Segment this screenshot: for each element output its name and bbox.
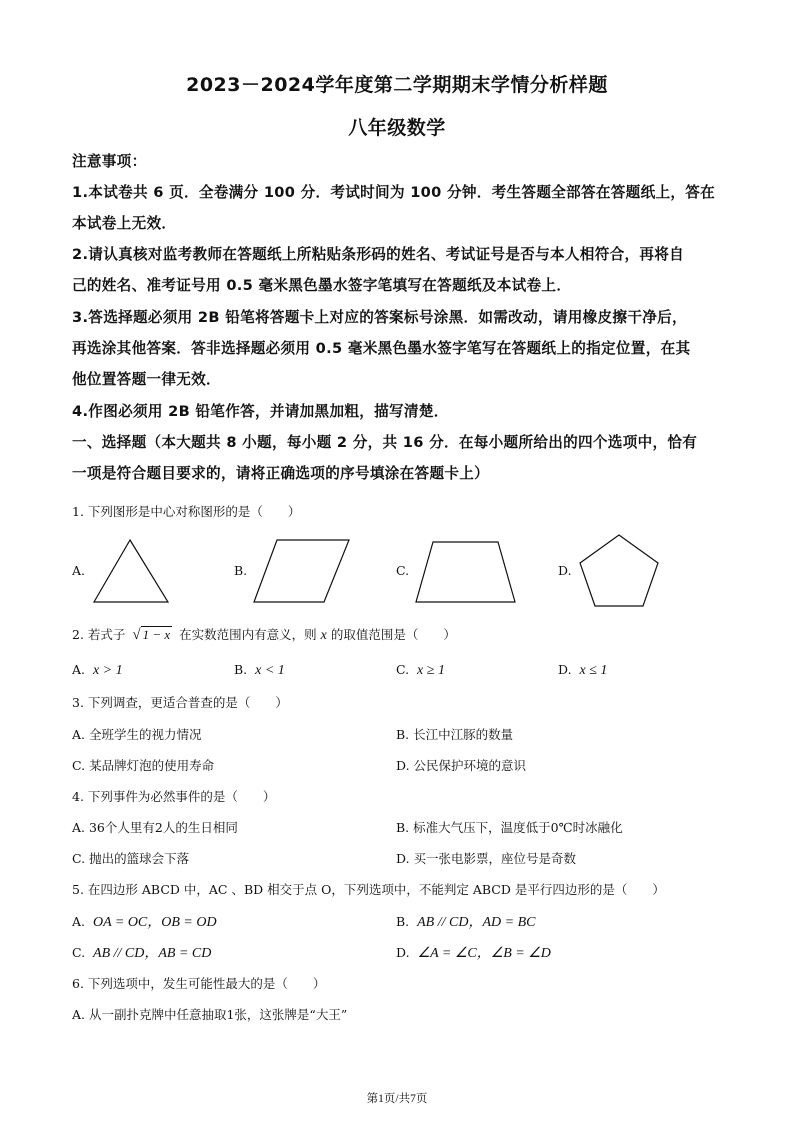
q4-option-d: D. 买一张电影票，座位号是奇数 [396, 851, 577, 866]
q2-stem-mid: 在实数范围内有意义，则 [179, 627, 317, 642]
question-2-stem [72, 625, 456, 644]
q2-option-c [396, 662, 445, 679]
question-1-stem: 1. 下列图形是中心对称图形的是（ ） [72, 504, 301, 519]
sqrt-sign-icon: √ [132, 627, 141, 643]
triangle-icon [92, 538, 172, 606]
notice-line: 己的姓名、准考证号用 0.5 毫米黑色墨水签字笔填写在答题纸及本试卷上． [72, 277, 572, 294]
exam-title: 2023－2024学年度第二学期期末学情分析样题 [186, 74, 608, 96]
q5-option-label: B. [396, 914, 410, 929]
q5-option-label: A. [72, 914, 86, 929]
question-4-stem: 4. 下列事件为必然事件的是（ ） [72, 789, 276, 804]
q2-option-label: B. [234, 662, 248, 677]
q5-option-label: C. [72, 945, 86, 960]
q1-option-a-label: A. [72, 563, 86, 578]
q4-option-c: C. 抛出的篮球会下落 [72, 851, 190, 866]
q4-option-a: A. 36个人里有2人的生日相同 [72, 820, 238, 835]
q2-option-d [558, 662, 607, 679]
notice-line: 3.答选择题必须用 2B 铅笔将答题卡上对应的答案标号涂黑．如需改动，请用橡皮擦干净后， [72, 309, 687, 326]
q3-option-d: D. 公民保护环境的意识 [396, 758, 527, 773]
q5-option-a [72, 911, 217, 931]
q5-option-expr: AB // CD，AB = CD [93, 946, 212, 961]
q5-option-c [72, 942, 211, 962]
notice-line: 1.本试卷共 6 页．全卷满分 100 分．考试时间为 100 分钟．考生答题全部答在答题纸上，答在 [72, 184, 716, 201]
q4-option-b: B. 标准大气压下，温度低于0℃时冰融化 [396, 820, 623, 835]
exam-subtitle: 八年级数学 [348, 117, 446, 139]
q3-option-a: A. 全班学生的视力情况 [72, 727, 202, 742]
q2-option-expr: x < 1 [255, 663, 285, 678]
q2-option-label: A. [72, 662, 86, 677]
q5-option-b [396, 911, 535, 931]
notice-line: 2.请认真核对监考教师在答题纸上所粘贴条形码的姓名、考试证号是否与本人相符合，再将自 [72, 246, 685, 263]
q1-option-b-label: B. [234, 563, 248, 578]
section-heading: 一、选择题（本大题共 8 小题，每小题 2 分，共 16 分．在每小题所给出的四个选项中，恰有 [72, 434, 698, 451]
q2-option-expr: x ≥ 1 [417, 663, 445, 678]
question-5-stem: 5. 在四边形 ABCD 中，AC 、BD 相交于点 O，下列选项中，不能判定 ABCD 是平行四边形的是（ ） [72, 882, 665, 897]
q5-option-expr: AB // CD，AD = BC [417, 915, 536, 930]
q5-option-expr: OA = OC，OB = OD [92, 915, 217, 930]
notice-heading: 注意事项： [72, 153, 147, 170]
pentagon-icon [578, 533, 662, 609]
notice-line: 他位置答题一律无效． [72, 371, 221, 388]
q6-option-a: A. 从一副扑克牌中任意抽取1张，这张牌是“大王” [72, 1007, 348, 1022]
notice-line: 再选涂其他答案．答非选择题必须用 0.5 毫米黑色墨水签字笔写在答题纸上的指定位置，在其 [72, 340, 691, 357]
q5-option-d [396, 942, 551, 962]
q2-option-b [234, 662, 285, 679]
q3-option-b: B. 长江中江豚的数量 [396, 727, 514, 742]
notice-line: 4.作图必须用 2B 铅笔作答，并请加黑加粗，描写清楚． [72, 403, 449, 420]
q1-option-c-label: C. [396, 563, 410, 578]
notice-line: 本试卷上无效． [72, 215, 177, 232]
q5-option-expr: ∠A = ∠C，∠B = ∠D [417, 946, 551, 961]
section-heading: 一项是符合题目要求的，请将正确选项的序号填涂在答题卡上） [72, 465, 490, 482]
q2-option-label: C. [396, 662, 410, 677]
page-number: 第1页/共7页 [366, 1093, 428, 1105]
q2-var: x [320, 628, 327, 643]
q2-option-expr: x ≤ 1 [579, 663, 608, 678]
sqrt-expression [132, 627, 172, 644]
question-3-stem: 3. 下列调查，更适合普查的是（ ） [72, 695, 288, 710]
parallelogram-icon [252, 538, 352, 606]
q3-option-c: C. 某品牌灯泡的使用寿命 [72, 758, 215, 773]
q2-option-expr: x > 1 [92, 663, 123, 678]
q5-option-label: D. [396, 945, 410, 960]
question-6-stem: 6. 下列选项中，发生可能性最大的是（ ） [72, 976, 326, 991]
q2-option-a [72, 662, 123, 679]
q2-stem-pre: 2. 若式子 [72, 627, 126, 642]
q2-stem-post: 的取值范围是（ ） [330, 627, 456, 642]
trapezoid-icon [414, 540, 518, 606]
q2-option-label: D. [558, 662, 572, 677]
q1-option-d-label: D. [558, 563, 572, 578]
q2-radicand: 1 − x [142, 627, 171, 642]
